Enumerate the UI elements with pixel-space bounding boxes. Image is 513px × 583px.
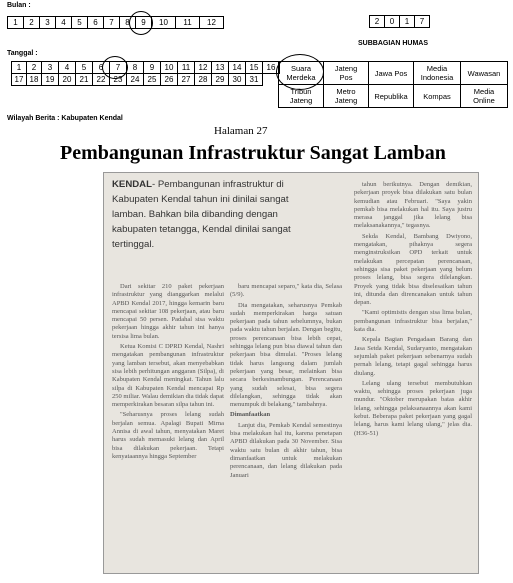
media-name-line: Media [426, 64, 448, 73]
bulan-cell: 10 [152, 17, 176, 29]
media-name-line: Jateng [334, 64, 358, 73]
article-paragraph: tahun berikutnya. Dengan demikian, pekerjaan proyek bisa dilakukan satu bulan kemudian atau Februari. "Saya yakin pemkab bisa melakukan hal itu. Saya justru merasa janggal jika lelang bisa melaksanakannya," tegasnya. [354, 181, 472, 230]
article-column-2 [230, 283, 342, 482]
media-name-line: Indonesia [420, 73, 454, 82]
media-name-line: Wawasan [467, 68, 501, 78]
bulan-table [7, 16, 224, 29]
tanggal-cell: 4 [59, 62, 76, 74]
tanggal-cell: 7 [110, 62, 127, 74]
tanggal-cell: 19 [42, 74, 59, 86]
bulan-selected-circle [129, 11, 153, 35]
article-lead [112, 177, 322, 252]
tanggal-cell: 17 [12, 74, 27, 86]
bulan-cell: 3 [40, 17, 56, 29]
tanggal-cell: 5 [76, 62, 93, 74]
media-name-line: Jawa Pos [374, 68, 408, 78]
bulan-cell: 12 [200, 17, 224, 29]
article-paragraph: Lelang ulang tersebut membutuhkan waktu, sehingga proses pekerjaan juga mundur. "Oktober merupakan batas akhir lelang, sehingga pelaksanaannya akan kami kebut. Beberapa paket pekerjaan yang gagal lelang, harus kami lelang ulang," jelas dia. (H36-51) [354, 379, 472, 437]
article-column-3 [354, 181, 472, 440]
tanggal-cell: 29 [212, 74, 229, 86]
tanggal-cell: 20 [59, 74, 76, 86]
media-cell [369, 62, 414, 85]
bulan-cell: 6 [88, 17, 104, 29]
tanggal-cell: 9 [144, 62, 161, 74]
media-name-line: Tribun [290, 87, 312, 96]
tanggal-table [11, 61, 280, 86]
year-box [369, 15, 430, 28]
tanggal-cell: 1 [12, 62, 27, 74]
media-cell [461, 85, 508, 108]
article-column-1 [112, 283, 224, 463]
wilayah-label: Wilayah Berita : Kabupaten Kendal [7, 115, 123, 122]
headline: Pembangunan Infrastruktur Sangat Lamban [60, 142, 446, 164]
media-name-line: Kompas [423, 91, 451, 101]
tanggal-cell: 11 [178, 62, 195, 74]
bulan-cell: 2 [24, 17, 40, 29]
article-paragraph: "Seharusnya proses lelang sudah berjalan semua. Apalagi Bupati Mirna Annisa di awal tahun, menyatakan Maret harus sudah memasuki lelang dan April bisa dilakukan pekerjaan. Tetapi kenyataannya hingga September [112, 411, 224, 460]
tanggal-cell: 15 [246, 62, 263, 74]
tanggal-cell: 30 [229, 74, 246, 86]
tanggal-cell: 12 [195, 62, 212, 74]
year-digit: 2 [370, 16, 385, 28]
bulan-label: Bulan : [7, 2, 31, 9]
media-name-line: Suara [290, 64, 311, 73]
tanggal-cell: 22 [93, 74, 110, 86]
halaman-label: Halaman 27 [214, 125, 268, 137]
tanggal-cell: 27 [178, 74, 195, 86]
bulan-cell: 1 [8, 17, 24, 29]
tanggal-selected-circle [102, 56, 128, 79]
bulan-cell: 11 [176, 17, 200, 29]
article-paragraph: Lanjut dia, Pemkab Kendal semestinya bisa melakukan hal itu, karena penetapan APBD dilakukan pada 30 November. Sisa waktu satu bulan di akhir tahun, bisa dimanfaatkan untuk melakukan perencanaan, dan lelang dilakukan pada Januari [230, 421, 342, 479]
year-digit: 7 [415, 16, 430, 28]
media-cell [369, 85, 414, 108]
media-name-line: Jateng [289, 96, 313, 105]
bulan-cell: 5 [72, 17, 88, 29]
year-digit: 0 [385, 16, 400, 28]
article-lead-text: - Pembangunan infrastruktur di Kabupaten Kendal tahun ini dinilai sangat lamban. Bahkan bila dibanding dengan kabupaten tetangga, Kendal dinilai sangat tertinggal. [112, 179, 291, 250]
media-cell [324, 85, 369, 108]
media-cell [324, 62, 369, 85]
bulan-cell: 4 [56, 17, 72, 29]
media-name-line: Online [473, 96, 495, 105]
tanggal-cell: 28 [195, 74, 212, 86]
tanggal-cell: 25 [144, 74, 161, 86]
tanggal-cell: 24 [127, 74, 144, 86]
bulan-cell: 7 [104, 17, 120, 29]
tanggal-cell: 8 [127, 62, 144, 74]
media-name-line: Metro [336, 87, 356, 96]
media-cell [414, 62, 461, 85]
tanggal-cell: 6 [93, 62, 110, 74]
media-name-line: Pos [339, 73, 353, 82]
media-cell [461, 62, 508, 85]
tanggal-cell: 26 [161, 74, 178, 86]
media-name-line: Merdeka [286, 73, 316, 82]
tanggal-cell: 16 [263, 62, 280, 74]
tanggal-cell: 14 [229, 62, 246, 74]
media-name-line: Media [473, 87, 495, 96]
tanggal-cell: 18 [27, 74, 42, 86]
tanggal-cell: 23 [110, 74, 127, 86]
article-paragraph: Dia mengatakan, seharusnya Pemkab sudah memperkirakan harga satuan pekerjaan pada tahun sebelumnya, bukan pada waktu tahun berjalan. Dengan begitu, proses perencanaan bisa lebih cepat, sehingga lelang pun bisa diawal tahun dan pekerjaan bisa dimulai. "Proses lelang tidak harus langsung dalam jumlah pekerjaan yang besar, melainkan bisa secara berkesinambungan. Perencanaan yang sudah selesai, bisa segera dilelangkan, sehingga tidak akan menumpuk di belakang," tambahnya. [230, 301, 342, 409]
news-clipping [103, 172, 479, 574]
article-paragraph: "Kami optimistis dengan sisa lima bulan, pembangunan infrastruktur bisa berjalan," kata dia. [354, 309, 472, 334]
department-label: SUBBAGIAN HUMAS [358, 40, 428, 47]
tanggal-cell: 21 [76, 74, 93, 86]
tanggal-label: Tanggal : [7, 50, 38, 57]
bulan-cell: 9 [136, 17, 152, 29]
tanggal-cell: 10 [161, 62, 178, 74]
article-dateline: KENDAL [112, 179, 152, 190]
tanggal-cell: 2 [27, 62, 42, 74]
article-paragraph: Ketua Komisi C DPRD Kendal, Nashri mengatakan pembangunan infrastruktur yang lamban tersebut, akan menyebabkan sisa lebih perhitungan anggaran (Silpa), di Kabupaten Kendal meningkat. Tahun lalu silpa di Kabupaten Kendal mencapai Rp 250 miliar. Walau demikian dia tidak dapat memperkirakan besaran silpa tahun ini. [112, 343, 224, 409]
year-digit: 1 [400, 16, 415, 28]
article-paragraph: baru mencapai separo," kata dia, Selasa (5/9). [230, 283, 342, 299]
article-subheading: Dimanfaatkan [230, 411, 271, 419]
media-name-line: Republika [374, 91, 408, 101]
media-selected-circle [276, 54, 324, 90]
media-cell [414, 85, 461, 108]
tanggal-cell: 3 [42, 62, 59, 74]
article-paragraph: Sekda Kendal, Bambang Dwiyono, mengatakan, pihaknya segera menginstruksikan OPD terkait untuk melakukan percepatan perencanaan, sehingga sisa paket pekerjaan yang belum proses lelang, bisa segera dilelangkan. Proyek yang tidak bisa diselesaikan tahun ini, ditunda dan direncanakan untuk tahun depan. [354, 232, 472, 307]
bulan-cell: 8 [120, 17, 136, 29]
article-paragraph: Dari sekitar 210 paket pekerjaan infrastruktur yang dianggarkan melalui APBD Kendal 2017, hingga kemarin baru mencapai sekitar 108 pekerjaan, atau baru mencapai 50 persen. Padahal sisa waktu pekerjaan hingga akhir tahun ini hanya tersisa lima bulan. [112, 283, 224, 340]
media-name-line: Jateng [334, 96, 358, 105]
article-paragraph: Kepala Bagian Pengadaan Barang dan Jasa Setda Kendal, Sudaryanto, mengatakan sejumlah paket pekerjaan sebenarnya sudah pernah lelang, tetapi gagal sehingga harus diulang. [354, 336, 472, 377]
tanggal-cell: 31 [246, 74, 263, 86]
tanggal-cell: 13 [212, 62, 229, 74]
